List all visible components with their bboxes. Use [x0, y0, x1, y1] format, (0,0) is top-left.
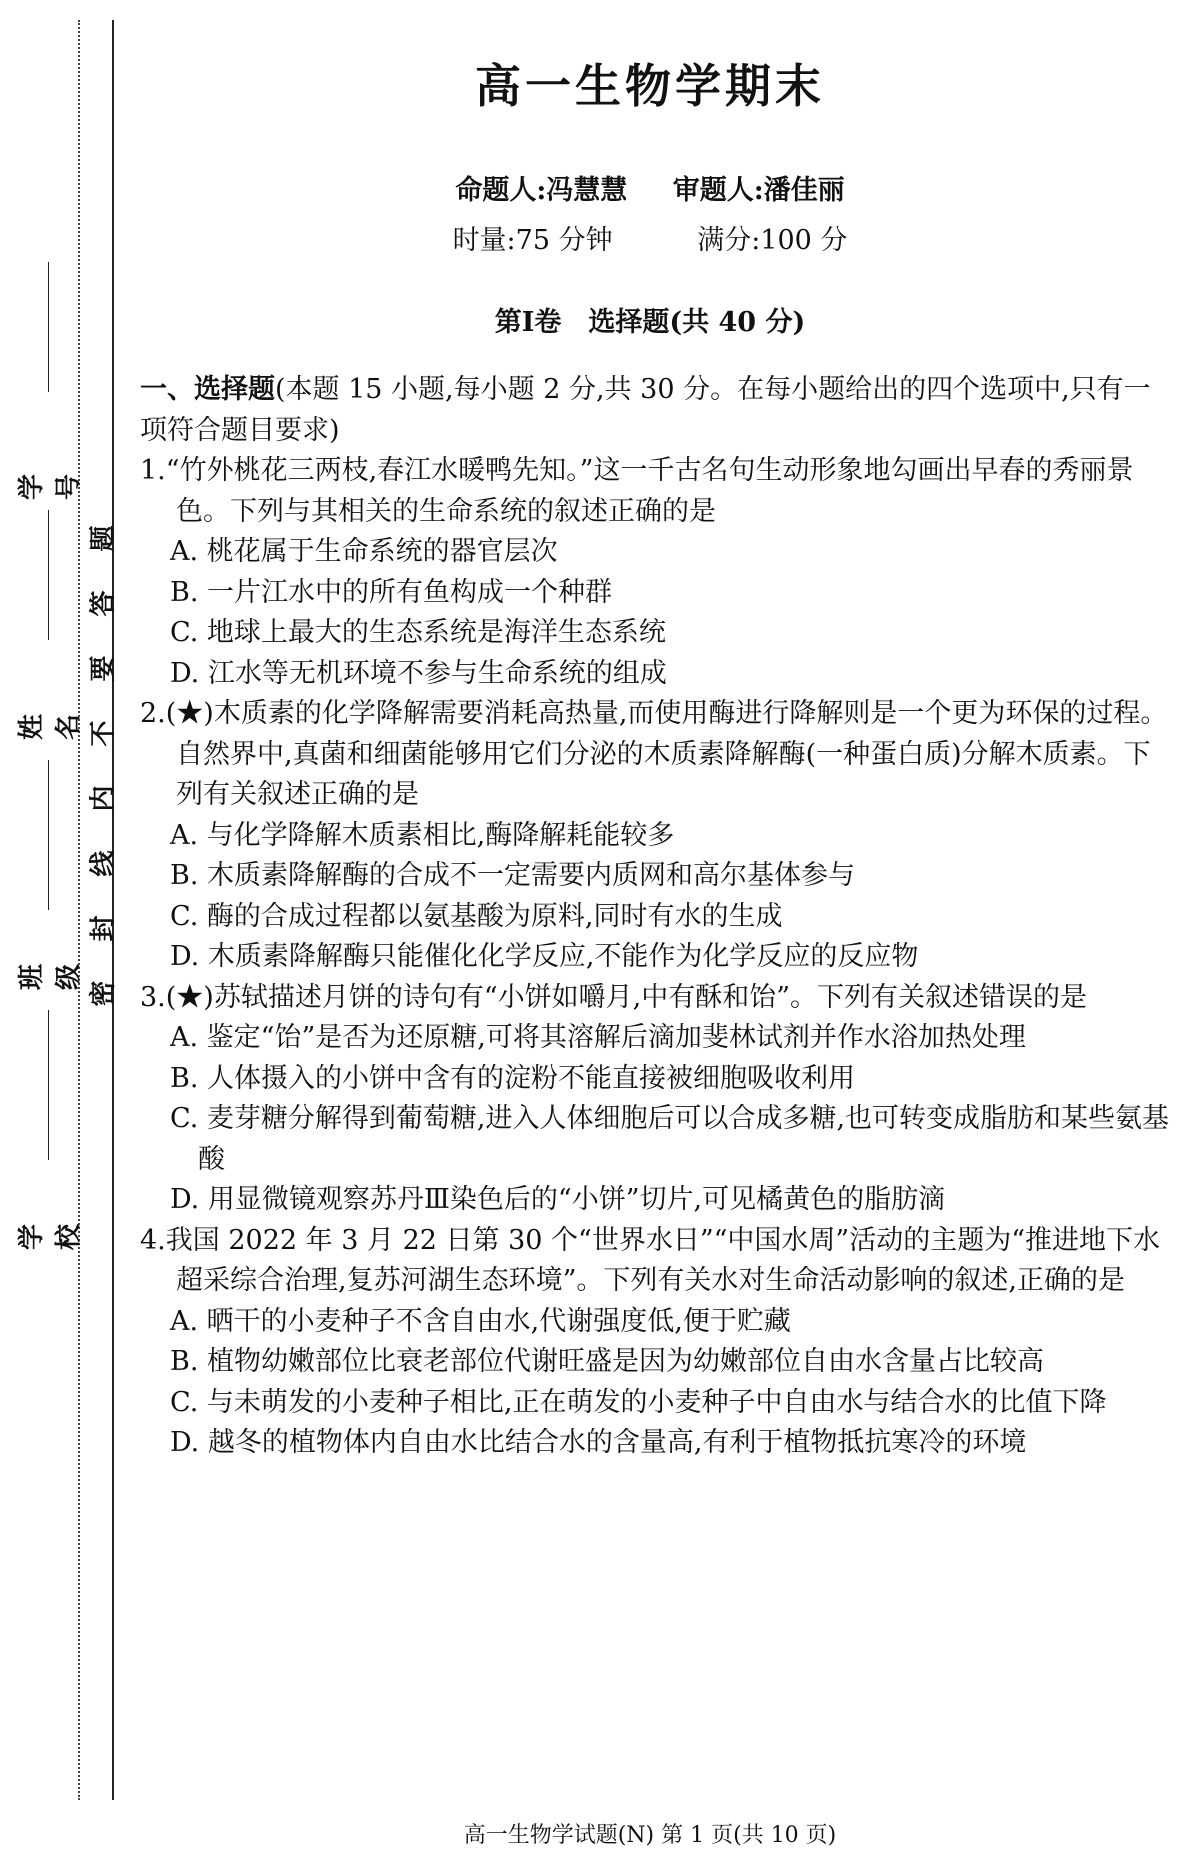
warning-char: 题	[88, 525, 119, 552]
question-stem: 4.我国 2022 年 3 月 22 日第 30 个“世界水日”“中国水周”活动的主题为“推进地下水超采综合治理,复苏河湖生态环境”。下列有关水对生命活动影响的叙述,正确的是	[140, 1224, 1161, 1296]
field-name: 姓名	[17, 714, 84, 741]
question-3	[140, 978, 1170, 1221]
option: B. 一片江水中的所有鱼构成一个种群	[170, 576, 613, 608]
warning-char: 密	[88, 980, 119, 1007]
option: C. 与未萌发的小麦种子相比,正在萌发的小麦种子中自由水与结合水的比值下降	[170, 1386, 1107, 1418]
option: B. 植物幼嫩部位比衰老部位代谢旺盛是因为幼嫩部位自由水含量占比较高	[170, 1346, 1045, 1377]
option: C. 酶的合成过程都以氨基酸为原料,同时有水的生成	[170, 900, 783, 932]
setter: 命题人:冯慧慧	[455, 175, 628, 206]
question-stem: 3.(★)苏轼描述月饼的诗句有“小饼如嚼月,中有酥和饴”。下列有关叙述错误的是	[140, 981, 1088, 1013]
warning-char: 内	[88, 785, 119, 812]
page-title: 高一生物学期末	[475, 59, 825, 113]
reviewer: 审题人:潘佳丽	[672, 175, 845, 206]
question-stem: 2.(★)木质素的化学降解需要消耗高热量,而使用酶进行降解则是一个更为环保的过程。自然界中,真菌和细菌能够用它们分泌的木质素降解酶(一种蛋白质)分解木质素。下列有关叙述正确的是	[140, 698, 1168, 810]
exam-info	[130, 218, 1170, 257]
name-line	[48, 510, 49, 640]
section-label: 一、选择题	[140, 374, 275, 405]
option: D. 越冬的植物体内自由水比结合水的含量高,有利于植物抵抗寒冷的环境	[170, 1427, 1027, 1458]
question-4	[140, 1221, 1170, 1464]
question-body	[140, 370, 1170, 1464]
exam-score: 满分:100 分	[697, 225, 848, 256]
page-footer: 高一生物学试题(N) 第 1 页(共 10 页)	[463, 1823, 837, 1848]
field-student-id: 学号	[17, 474, 84, 501]
binding-margin	[0, 0, 119, 1874]
student-id-line	[48, 262, 49, 392]
option: B. 木质素降解酶的合成不一定需要内质网和高尔基体参与	[170, 860, 856, 891]
school-line	[48, 1010, 49, 1160]
field-school: 学校	[17, 1224, 84, 1251]
warning-char: 线	[88, 850, 119, 877]
option: A. 鉴定“饴”是否为还原糖,可将其溶解后滴加斐林试剂并作水浴加热处理	[170, 1022, 1026, 1053]
cut-line-dotted	[78, 20, 80, 1800]
warning-char: 不	[88, 720, 119, 747]
warning-char: 封	[88, 915, 119, 942]
field-class: 班级	[17, 964, 84, 991]
section-heading	[140, 370, 1170, 451]
warning-char: 答	[88, 590, 119, 617]
question-2	[140, 694, 1170, 978]
option: C. 麦芽糖分解得到葡萄糖,进入人体细胞后可以合成多糖,也可转变成脂肪和某些氨基酸	[170, 1103, 1170, 1175]
option: A. 晒干的小麦种子不含自由水,代谢强度低,便于贮藏	[170, 1305, 791, 1337]
option: A. 桃花属于生命系统的器官层次	[170, 536, 558, 567]
section-instruction: (本题 15 小题,每小题 2 分,共 30 分。在每小题给出的四个选项中,只有一项符合题目要求)	[140, 374, 1151, 446]
class-line	[48, 760, 49, 910]
authors-line	[130, 168, 1170, 207]
warning-char: 要	[88, 655, 119, 682]
exam-time: 时量:75 分钟	[452, 225, 613, 256]
question-1	[140, 451, 1170, 694]
margin-border	[112, 20, 114, 1800]
option: A. 与化学降解木质素相比,酶降解耗能较多	[170, 819, 675, 851]
part-title: 第Ⅰ卷 选择题(共 40 分)	[494, 307, 806, 338]
option: B. 人体摄入的小饼中含有的淀粉不能直接被细胞吸收利用	[170, 1062, 856, 1094]
option: D. 江水等无机环境不参与生命系统的组成	[170, 657, 667, 689]
option: C. 地球上最大的生态系统是海洋生态系统	[170, 617, 666, 648]
question-stem: 1.“竹外桃花三两枝,春江水暖鸭先知。”这一千古名句生动形象地勾画出早春的秀丽景色。下列与其相关的生命系统的叙述正确的是	[140, 455, 1134, 527]
option: D. 用显微镜观察苏丹Ⅲ染色后的“小饼”切片,可见橘黄色的脂肪滴	[170, 1184, 946, 1215]
option: D. 木质素降解酶只能催化化学反应,不能作为化学反应的反应物	[170, 941, 919, 972]
